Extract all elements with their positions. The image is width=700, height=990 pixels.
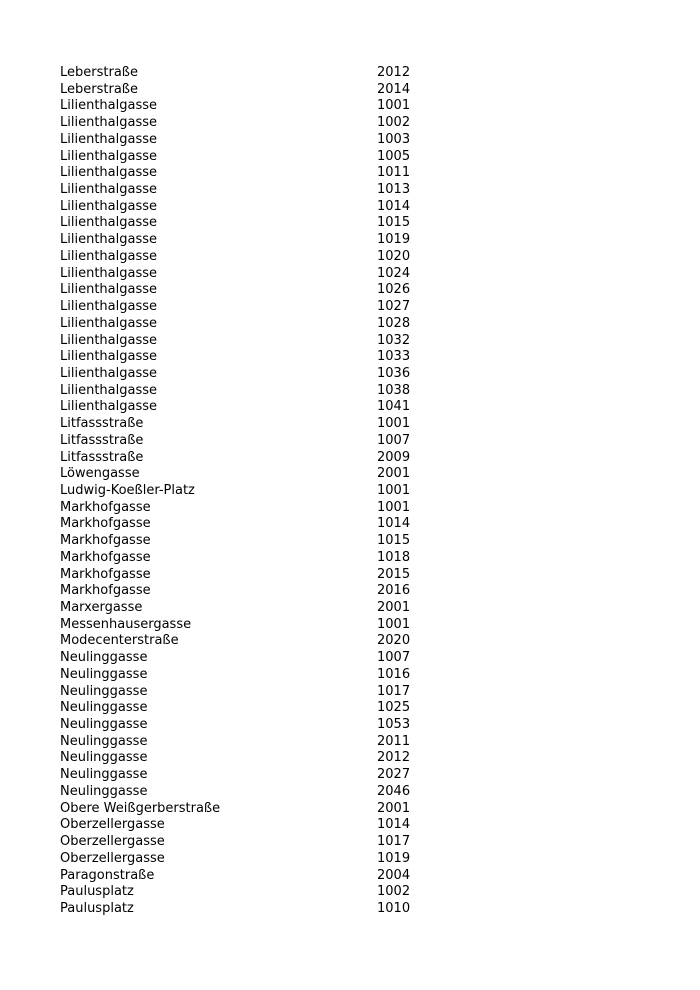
street-name: Lilienthalgasse xyxy=(60,382,157,398)
list-row xyxy=(60,834,460,851)
list-row xyxy=(60,483,460,500)
street-name: Oberzellergasse xyxy=(60,850,165,866)
list-row xyxy=(60,399,460,416)
street-name: Neulinggasse xyxy=(60,783,148,799)
street-list xyxy=(60,65,460,918)
list-row xyxy=(60,299,460,316)
street-number: 1007 xyxy=(377,650,411,666)
street-number: 2001 xyxy=(377,600,411,615)
street-number: 1015 xyxy=(377,215,411,231)
street-name: Leberstraße xyxy=(60,81,138,97)
street-number: 2016 xyxy=(377,583,411,599)
street-number: 1003 xyxy=(377,131,411,147)
street-number: 1027 xyxy=(377,299,411,315)
street-name: Modecenterstraße xyxy=(60,633,179,649)
street-number: 1017 xyxy=(377,683,411,699)
list-row xyxy=(60,717,460,734)
street-number: 1025 xyxy=(377,700,411,716)
list-row xyxy=(60,366,460,383)
street-name: Neulinggasse xyxy=(60,767,148,783)
street-name: Lilienthalgasse xyxy=(60,131,157,147)
street-name: Lilienthalgasse xyxy=(60,232,157,248)
street-name: Lilienthalgasse xyxy=(60,282,157,298)
street-name: Ludwig-Koeßler-Platz xyxy=(60,482,195,498)
street-number: 2015 xyxy=(377,566,411,582)
street-name: Neulinggasse xyxy=(60,750,148,766)
list-row xyxy=(60,901,460,918)
street-number: 1001 xyxy=(377,98,411,114)
street-name: Paragonstraße xyxy=(60,867,155,883)
list-row xyxy=(60,784,460,801)
street-number: 1036 xyxy=(377,365,411,381)
street-name: Neulinggasse xyxy=(60,683,148,699)
list-row xyxy=(60,115,460,132)
street-name: Leberstraße xyxy=(60,65,138,80)
street-number: 1011 xyxy=(377,165,411,181)
street-name: Lilienthalgasse xyxy=(60,98,157,114)
list-row xyxy=(60,750,460,767)
list-row xyxy=(60,199,460,216)
street-name: Paulusplatz xyxy=(60,900,134,916)
street-number: 2001 xyxy=(377,466,411,482)
list-row xyxy=(60,249,460,266)
list-row xyxy=(60,500,460,517)
list-row xyxy=(60,450,460,467)
list-row xyxy=(60,182,460,199)
street-name: Lilienthalgasse xyxy=(60,365,157,381)
list-row xyxy=(60,149,460,166)
list-row xyxy=(60,316,460,333)
street-number: 2011 xyxy=(377,733,411,749)
street-number: 2009 xyxy=(377,449,411,465)
list-row xyxy=(60,132,460,149)
list-row xyxy=(60,282,460,299)
list-row xyxy=(60,466,460,483)
street-number: 1041 xyxy=(377,399,411,415)
list-row xyxy=(60,600,460,617)
list-row xyxy=(60,416,460,433)
street-number: 2004 xyxy=(377,867,411,883)
street-number: 1001 xyxy=(377,482,411,498)
street-number: 1007 xyxy=(377,432,411,448)
street-number: 1015 xyxy=(377,533,411,549)
street-name: Lilienthalgasse xyxy=(60,148,157,164)
street-name: Litfassstraße xyxy=(60,432,144,448)
street-name: Markhofgasse xyxy=(60,499,151,515)
street-name: Litfassstraße xyxy=(60,449,144,465)
list-row xyxy=(60,433,460,450)
street-number: 1018 xyxy=(377,549,411,565)
street-number: 1028 xyxy=(377,315,411,331)
street-number: 2001 xyxy=(377,800,411,816)
street-name: Oberzellergasse xyxy=(60,834,165,850)
street-name: Neulinggasse xyxy=(60,733,148,749)
street-number: 1001 xyxy=(377,416,411,432)
list-row xyxy=(60,617,460,634)
list-row xyxy=(60,851,460,868)
list-row xyxy=(60,667,460,684)
street-number: 1017 xyxy=(377,834,411,850)
list-row xyxy=(60,817,460,834)
street-number: 1001 xyxy=(377,499,411,515)
street-number: 1032 xyxy=(377,332,411,348)
street-number: 1002 xyxy=(377,115,411,131)
street-name: Lilienthalgasse xyxy=(60,165,157,181)
street-name: Lilienthalgasse xyxy=(60,349,157,365)
list-row xyxy=(60,516,460,533)
street-name: Lilienthalgasse xyxy=(60,332,157,348)
street-number: 1005 xyxy=(377,148,411,164)
street-name: Lilienthalgasse xyxy=(60,115,157,131)
street-name: Paulusplatz xyxy=(60,884,134,900)
street-name: Litfassstraße xyxy=(60,416,144,432)
street-name: Lilienthalgasse xyxy=(60,198,157,214)
list-row xyxy=(60,333,460,350)
list-row xyxy=(60,650,460,667)
list-row xyxy=(60,165,460,182)
list-row xyxy=(60,734,460,751)
street-number: 1053 xyxy=(377,717,411,733)
street-number: 2012 xyxy=(377,65,411,80)
street-number: 1020 xyxy=(377,248,411,264)
street-name: Markhofgasse xyxy=(60,549,151,565)
list-row xyxy=(60,633,460,650)
list-row xyxy=(60,767,460,784)
street-number: 2020 xyxy=(377,633,411,649)
street-name: Obere Weißgerberstraße xyxy=(60,800,221,816)
street-number: 2014 xyxy=(377,81,411,97)
street-name: Lilienthalgasse xyxy=(60,299,157,315)
street-number: 1013 xyxy=(377,182,411,198)
street-number: 1014 xyxy=(377,198,411,214)
list-row xyxy=(60,349,460,366)
list-row xyxy=(60,266,460,283)
list-row xyxy=(60,215,460,232)
street-name: Löwengasse xyxy=(60,466,140,482)
street-name: Markhofgasse xyxy=(60,566,151,582)
street-number: 1002 xyxy=(377,884,411,900)
street-name: Lilienthalgasse xyxy=(60,248,157,264)
street-number: 1026 xyxy=(377,282,411,298)
street-name: Neulinggasse xyxy=(60,700,148,716)
street-number: 1019 xyxy=(377,232,411,248)
list-row xyxy=(60,65,460,82)
list-row xyxy=(60,868,460,885)
street-number: 1001 xyxy=(377,616,411,632)
list-row xyxy=(60,801,460,818)
list-row xyxy=(60,884,460,901)
street-name: Messenhausergasse xyxy=(60,616,192,632)
street-name: Lilienthalgasse xyxy=(60,315,157,331)
street-name: Lilienthalgasse xyxy=(60,215,157,231)
list-row xyxy=(60,583,460,600)
street-name: Lilienthalgasse xyxy=(60,399,157,415)
list-row xyxy=(60,383,460,400)
list-row xyxy=(60,700,460,717)
street-number: 1014 xyxy=(377,516,411,532)
street-number: 2046 xyxy=(377,783,411,799)
street-number: 1016 xyxy=(377,666,411,682)
street-name: Lilienthalgasse xyxy=(60,182,157,198)
street-number: 1024 xyxy=(377,265,411,281)
street-name: Lilienthalgasse xyxy=(60,265,157,281)
list-row xyxy=(60,232,460,249)
street-name: Neulinggasse xyxy=(60,666,148,682)
street-number: 2012 xyxy=(377,750,411,766)
list-row xyxy=(60,82,460,99)
street-name: Marxergasse xyxy=(60,600,143,615)
street-number: 1019 xyxy=(377,850,411,866)
street-name: Markhofgasse xyxy=(60,583,151,599)
street-number: 2027 xyxy=(377,767,411,783)
list-row xyxy=(60,98,460,115)
street-number: 1010 xyxy=(377,900,411,916)
list-row xyxy=(60,550,460,567)
street-number: 1014 xyxy=(377,817,411,833)
street-name: Markhofgasse xyxy=(60,516,151,532)
street-number: 1038 xyxy=(377,382,411,398)
street-name: Markhofgasse xyxy=(60,533,151,549)
street-name: Neulinggasse xyxy=(60,650,148,666)
list-row xyxy=(60,684,460,701)
list-row xyxy=(60,567,460,584)
street-name: Oberzellergasse xyxy=(60,817,165,833)
street-name: Neulinggasse xyxy=(60,717,148,733)
list-row xyxy=(60,533,460,550)
street-number: 1033 xyxy=(377,349,411,365)
